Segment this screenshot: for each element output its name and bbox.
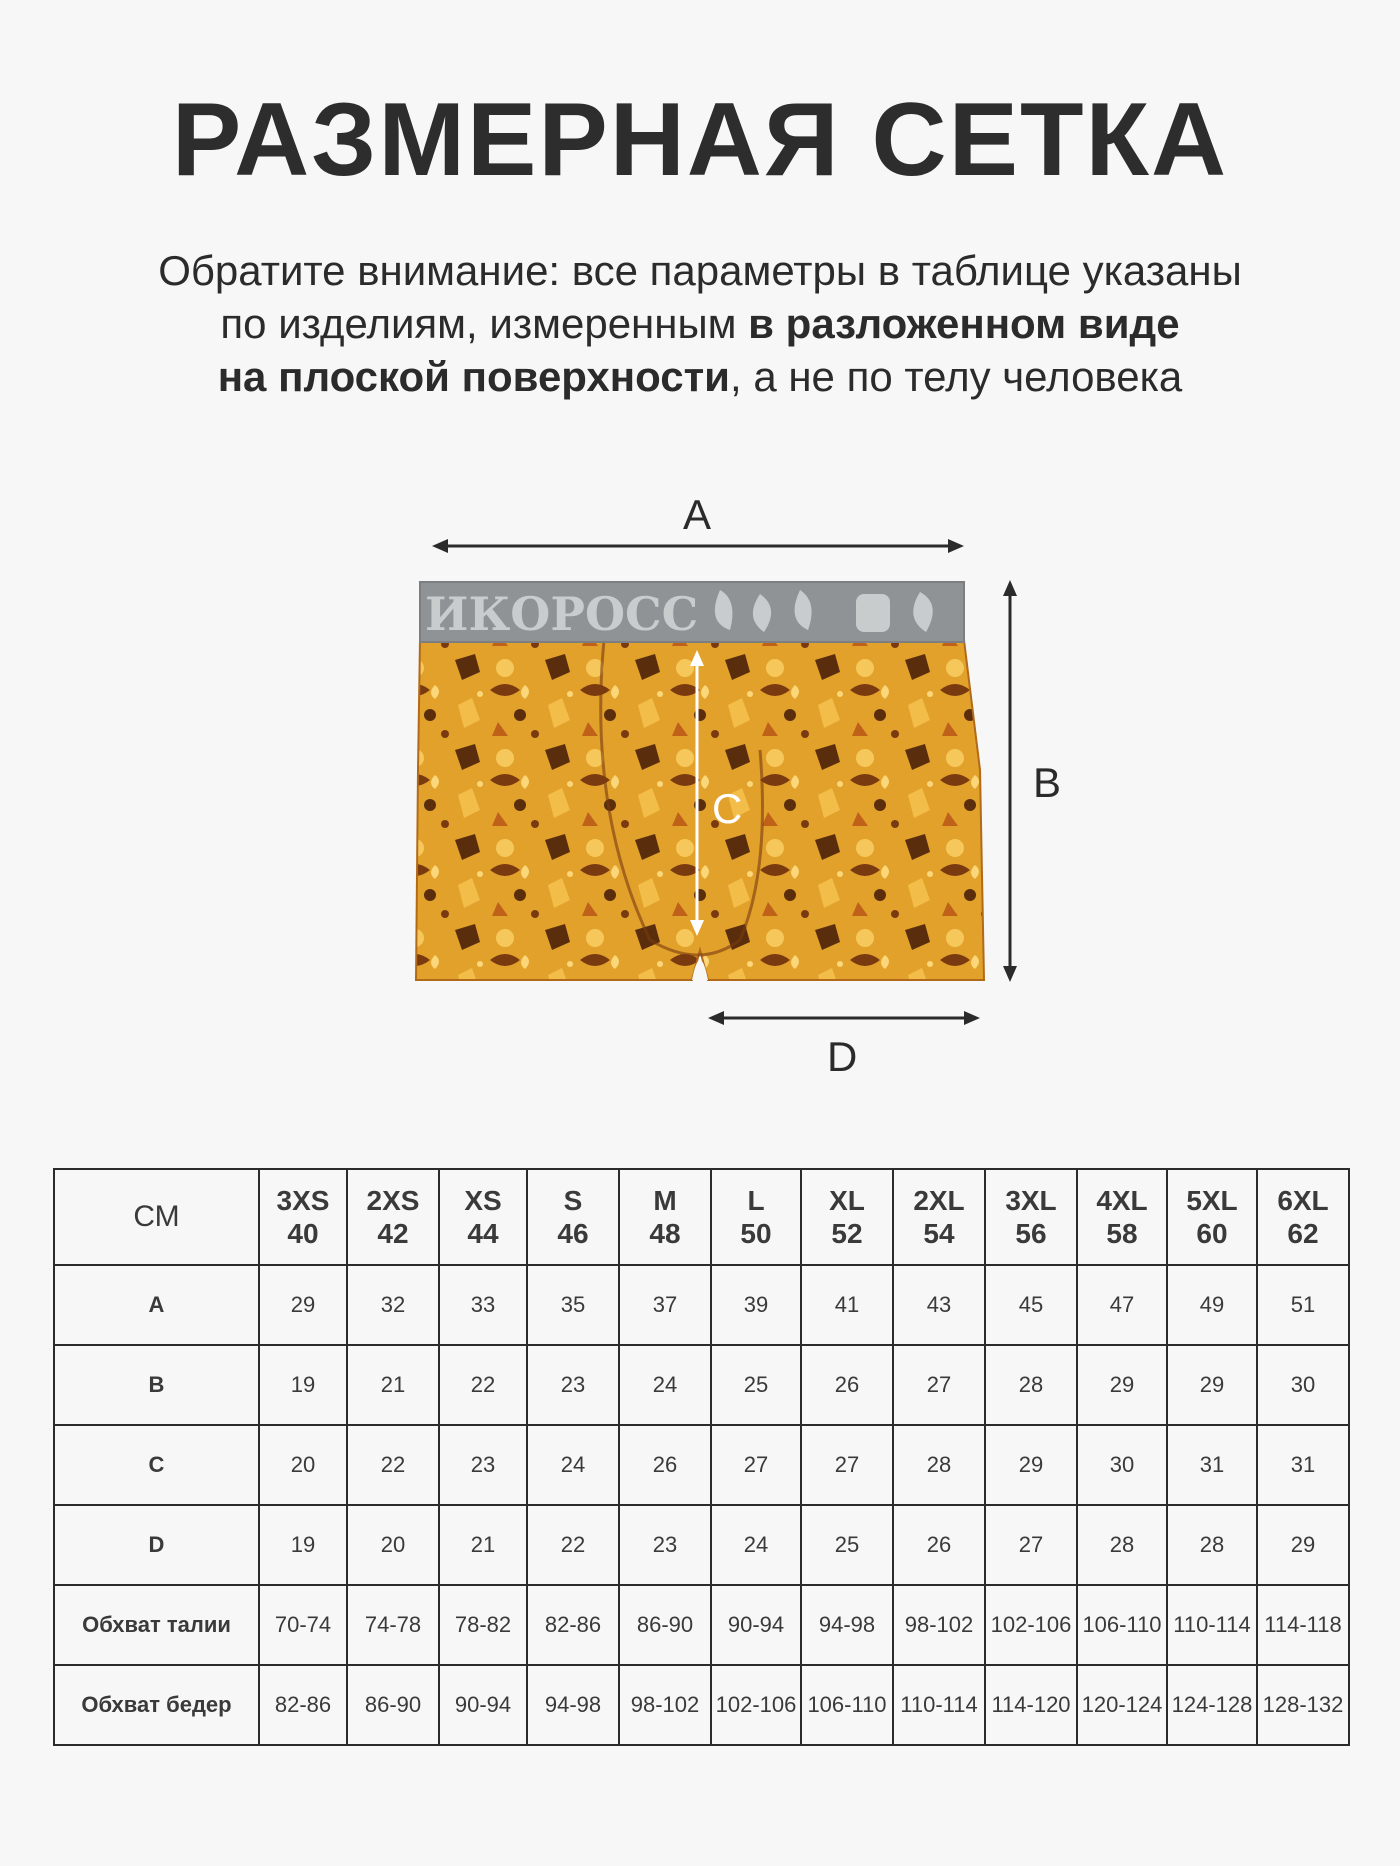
size-header-4 <box>619 1169 711 1265</box>
table-cell: 21 <box>347 1345 439 1425</box>
table-cell: 94-98 <box>527 1665 619 1745</box>
arrow-b <box>1003 580 1017 982</box>
table-cell: 29 <box>1077 1345 1167 1425</box>
table-cell: 43 <box>893 1265 985 1345</box>
table-cell: 33 <box>439 1265 527 1345</box>
waistband-brand-text: ИКОРОСС <box>425 587 699 641</box>
table-cell: 26 <box>893 1505 985 1585</box>
table-row <box>54 1345 1349 1425</box>
table-cell: 124-128 <box>1167 1665 1257 1745</box>
size-header-8 <box>985 1169 1077 1265</box>
table-cell: 47 <box>1077 1265 1167 1345</box>
table-cell: 24 <box>619 1345 711 1425</box>
arrow-d <box>708 1011 980 1025</box>
size-header-2 <box>439 1169 527 1265</box>
size-number: 60 <box>1196 1218 1228 1249</box>
table-cell: 27 <box>711 1425 801 1505</box>
table-cell: 21 <box>439 1505 527 1585</box>
table-cell: 29 <box>985 1425 1077 1505</box>
size-header-7 <box>893 1169 985 1265</box>
size-number: 42 <box>377 1218 409 1249</box>
table-cell: 22 <box>527 1505 619 1585</box>
table-cell: 28 <box>893 1425 985 1505</box>
table-cell: 30 <box>1077 1425 1167 1505</box>
label-a: A <box>683 491 712 538</box>
table-cell: 30 <box>1257 1345 1349 1425</box>
subtitle-note <box>0 244 1400 403</box>
table-cell: 106-110 <box>1077 1585 1167 1665</box>
table-row <box>54 1585 1349 1665</box>
table-row <box>54 1665 1349 1745</box>
table-cell: 23 <box>439 1425 527 1505</box>
size-letter: S <box>563 1185 583 1216</box>
size-letter: 3XL <box>1005 1185 1057 1216</box>
table-cell: 20 <box>259 1425 347 1505</box>
table-cell: 114-118 <box>1257 1585 1349 1665</box>
table-cell: 110-114 <box>1167 1585 1257 1665</box>
table-cell: 78-82 <box>439 1585 527 1665</box>
boxer-briefs-illustration <box>0 470 1400 1110</box>
size-letter: 2XL <box>913 1185 965 1216</box>
table-cell: 25 <box>801 1505 893 1585</box>
table-cell: 45 <box>985 1265 1077 1345</box>
table-cell: 110-114 <box>893 1665 985 1745</box>
table-cell: 74-78 <box>347 1585 439 1665</box>
table-cell: 25 <box>711 1345 801 1425</box>
table-cell: 20 <box>347 1505 439 1585</box>
table-cell: 27 <box>801 1425 893 1505</box>
size-number: 54 <box>923 1218 955 1249</box>
size-letter: M <box>653 1185 677 1216</box>
label-c: C <box>712 785 743 832</box>
table-cell: 24 <box>711 1505 801 1585</box>
size-header-3 <box>527 1169 619 1265</box>
size-header-11 <box>1257 1169 1349 1265</box>
size-number: 48 <box>649 1218 681 1249</box>
size-number: 46 <box>557 1218 589 1249</box>
size-header-0 <box>259 1169 347 1265</box>
table-cell: 28 <box>1077 1505 1167 1585</box>
size-number: 62 <box>1287 1218 1319 1249</box>
table-cell: 26 <box>801 1345 893 1425</box>
table-cell: 120-124 <box>1077 1665 1167 1745</box>
size-header-10 <box>1167 1169 1257 1265</box>
table-cell: 128-132 <box>1257 1665 1349 1745</box>
table-cell: 90-94 <box>439 1665 527 1745</box>
size-letter: 3XS <box>276 1185 330 1216</box>
subtitle-line-2-normal: по изделиям, измеренным <box>220 300 749 347</box>
table-cell: 94-98 <box>801 1585 893 1665</box>
table-header-row <box>54 1169 1349 1265</box>
table-cell: 29 <box>1257 1505 1349 1585</box>
table-cell: 37 <box>619 1265 711 1345</box>
size-letter: L <box>747 1185 765 1216</box>
arrow-a <box>432 539 964 553</box>
table-cell: 28 <box>1167 1505 1257 1585</box>
table-cell: 86-90 <box>619 1585 711 1665</box>
table-cell: 26 <box>619 1425 711 1505</box>
size-letter: 6XL <box>1277 1185 1329 1216</box>
table-cell: 98-102 <box>619 1665 711 1745</box>
row-label: B <box>54 1345 259 1425</box>
table-cell: 39 <box>711 1265 801 1345</box>
table-cell: 19 <box>259 1345 347 1425</box>
size-letter: XL <box>829 1185 865 1216</box>
size-number: 56 <box>1015 1218 1047 1249</box>
measurement-diagram <box>0 470 1400 1110</box>
table-cell: 114-120 <box>985 1665 1077 1745</box>
table-row <box>54 1505 1349 1585</box>
table-row <box>54 1265 1349 1345</box>
table-cell: 22 <box>347 1425 439 1505</box>
table-cell: 19 <box>259 1505 347 1585</box>
label-b: B <box>1033 759 1062 806</box>
page-title: РАЗМЕРНАЯ СЕТКА <box>171 82 1229 198</box>
row-label: Обхват талии <box>54 1585 259 1665</box>
size-number: 52 <box>831 1218 863 1249</box>
table-cell: 29 <box>259 1265 347 1345</box>
table-cell: 22 <box>439 1345 527 1425</box>
table-row <box>54 1425 1349 1505</box>
table-cell: 102-106 <box>985 1585 1077 1665</box>
table-corner-unit: СМ <box>54 1169 259 1265</box>
table-cell: 106-110 <box>801 1665 893 1745</box>
label-d: D <box>827 1033 858 1080</box>
table-cell: 82-86 <box>259 1665 347 1745</box>
table-cell: 102-106 <box>711 1665 801 1745</box>
size-header-6 <box>801 1169 893 1265</box>
table-cell: 23 <box>527 1345 619 1425</box>
size-letter: XS <box>464 1185 502 1216</box>
table-cell: 27 <box>985 1505 1077 1585</box>
size-table <box>53 1168 1350 1746</box>
table-cell: 86-90 <box>347 1665 439 1745</box>
table-cell: 32 <box>347 1265 439 1345</box>
table-cell: 70-74 <box>259 1585 347 1665</box>
table-cell: 31 <box>1167 1425 1257 1505</box>
subtitle-line-1: Обратите внимание: все параметры в таблице указаны <box>158 247 1242 294</box>
size-number: 44 <box>467 1218 499 1249</box>
size-letter: 2XS <box>366 1185 420 1216</box>
size-letter: 5XL <box>1186 1185 1238 1216</box>
table-cell: 51 <box>1257 1265 1349 1345</box>
subtitle-line-3-bold: на плоской поверхности <box>217 353 730 400</box>
size-number: 40 <box>287 1218 319 1249</box>
row-label: C <box>54 1425 259 1505</box>
size-number: 50 <box>740 1218 772 1249</box>
row-label: D <box>54 1505 259 1585</box>
table-cell: 35 <box>527 1265 619 1345</box>
table-cell: 31 <box>1257 1425 1349 1505</box>
table-cell: 24 <box>527 1425 619 1505</box>
size-number: 58 <box>1106 1218 1138 1249</box>
subtitle-line-3 <box>0 350 1400 403</box>
size-header-1 <box>347 1169 439 1265</box>
table-cell: 28 <box>985 1345 1077 1425</box>
table-cell: 27 <box>893 1345 985 1425</box>
size-header-5 <box>711 1169 801 1265</box>
table-cell: 41 <box>801 1265 893 1345</box>
table-cell: 49 <box>1167 1265 1257 1345</box>
table-cell: 90-94 <box>711 1585 801 1665</box>
table-cell: 98-102 <box>893 1585 985 1665</box>
row-label: A <box>54 1265 259 1345</box>
subtitle-line-2 <box>0 297 1400 350</box>
size-header-9 <box>1077 1169 1167 1265</box>
subtitle-line-3-normal: , а не по телу человека <box>729 353 1183 400</box>
table-cell: 23 <box>619 1505 711 1585</box>
table-cell: 82-86 <box>527 1585 619 1665</box>
table-cell: 29 <box>1167 1345 1257 1425</box>
size-letter: 4XL <box>1096 1185 1148 1216</box>
row-label: Обхват бедер <box>54 1665 259 1745</box>
subtitle-line-2-bold: в разложенном виде <box>748 300 1180 347</box>
